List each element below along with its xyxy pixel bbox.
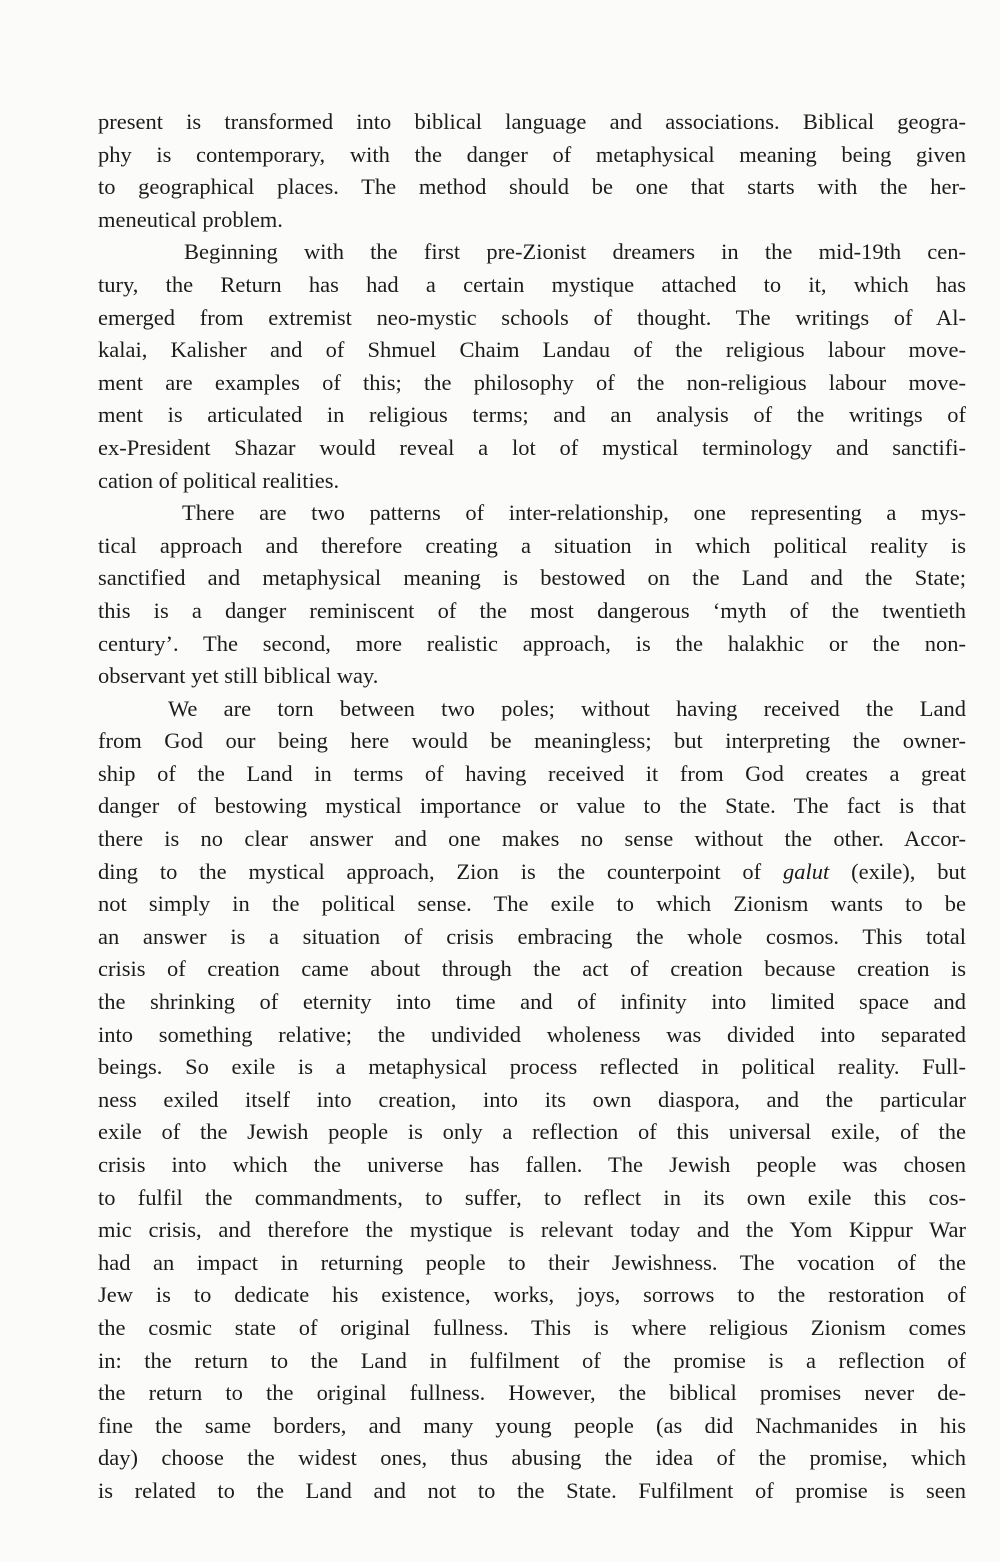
text-line: ment are examples of this; the philosophy of the non-religious labour move- — [98, 369, 966, 395]
text-line: day) choose the widest ones, thus abusing the idea of the promise, which — [98, 1445, 966, 1471]
text-line: sanctified and metaphysical meaning is bestowed on the Land and the State; — [98, 565, 966, 591]
text-line: to fulfil the commandments, to suffer, to reflect in its own exile this cos- — [98, 1184, 966, 1210]
text-line: danger of bestowing mystical importance or value to the State. The fact is that — [98, 793, 966, 819]
text-line: There are two patterns of inter-relationship, one representing a mys- — [182, 500, 966, 526]
text-line: phy is contemporary, with the danger of metaphysical meaning being given — [98, 141, 966, 167]
text-line: mic crisis, and therefore the mystique is relevant today and the Yom Kippur War — [98, 1217, 966, 1243]
text-line: century’. The second, more realistic approach, is the halakhic or the non- — [98, 630, 966, 656]
text-line: exile of the Jewish people is only a reflection of this universal exile, of the — [98, 1119, 966, 1145]
text-line: beings. So exile is a metaphysical process reflected in political reality. Full- — [98, 1054, 966, 1080]
text-line: is related to the Land and not to the State. Fulfilment of promise is seen — [98, 1477, 966, 1503]
italic-term-galut: galut — [783, 858, 830, 884]
text-line: the return to the original fullness. However, the biblical promises never de- — [98, 1380, 966, 1406]
text-line: ness exiled itself into creation, into its own diaspora, and the particular — [98, 1086, 966, 1112]
text-line: fine the same borders, and many young people (as did Nachmanides in his — [98, 1412, 966, 1438]
text-line: crisis of creation came about through the act of creation because creation is — [98, 956, 966, 982]
paragraph-3 — [98, 497, 966, 693]
paragraph-1 — [98, 106, 966, 236]
text-line: had an impact in returning people to their Jewishness. The vocation of the — [98, 1249, 966, 1275]
paragraph-4 — [98, 693, 966, 1508]
text-line: tury, the Return has had a certain mystique attached to it, which has — [98, 271, 966, 297]
text-line: the cosmic state of original fullness. This is where religious Zionism comes — [98, 1314, 966, 1340]
text-line: ex-President Shazar would reveal a lot of mystical terminology and sanctifi- — [98, 434, 966, 460]
text-line: to geographical places. The method should be one that starts with the her- — [98, 174, 966, 200]
text-line: kalai, Kalisher and of Shmuel Chaim Landau of the religious labour move- — [98, 337, 966, 363]
text-line: emerged from extremist neo-mystic schools of thought. The writings of Al- — [98, 304, 966, 330]
text-segment: (exile), but — [829, 858, 966, 884]
text-line: this is a danger reminiscent of the most dangerous ‘myth of the twentieth — [98, 597, 966, 623]
text-line: tical approach and therefore creating a situation in which political reality is — [98, 532, 966, 558]
text-line-with-italic — [98, 856, 966, 889]
text-line: observant yet still biblical way. — [98, 663, 379, 689]
text-line: Jew is to dedicate his existence, works, joys, sorrows to the restoration of — [98, 1282, 966, 1308]
text-line: the shrinking of eternity into time and of infinity into limited space and — [98, 989, 966, 1015]
text-line: crisis into which the universe has fallen. The Jewish people was chosen — [98, 1152, 966, 1177]
text-line: We are torn between two poles; without having received the Land — [168, 695, 966, 721]
text-line: in: the return to the Land in fulfilment of the promise is a reflection of — [98, 1347, 966, 1373]
text-line: there is no clear answer and one makes no sense without the other. Accor- — [98, 826, 966, 852]
text-line: meneutical problem. — [98, 206, 283, 232]
text-line: Beginning with the first pre-Zionist dreamers in the mid-19th cen- — [184, 239, 966, 265]
body-text — [98, 106, 966, 1508]
text-line: not simply in the political sense. The exile to which Zionism wants to be — [98, 891, 966, 917]
text-line: cation of political realities. — [98, 467, 340, 493]
text-line: present is transformed into biblical language and associations. Biblical geogra- — [98, 109, 966, 134]
text-line: ment is articulated in religious terms; and an analysis of the writings of — [98, 402, 966, 428]
text-line: an answer is a situation of crisis embracing the whole cosmos. This total — [98, 923, 966, 949]
text-line: into something relative; the undivided wholeness was divided into separated — [98, 1021, 966, 1047]
text-segment: ding to the mystical approach, Zion is the counterpoint of — [98, 858, 762, 884]
paragraph-2 — [98, 236, 966, 497]
text-line: from God our being here would be meaningless; but interpreting the owner- — [98, 728, 966, 754]
text-line: ship of the Land in terms of having received it from God creates a great — [98, 760, 966, 786]
